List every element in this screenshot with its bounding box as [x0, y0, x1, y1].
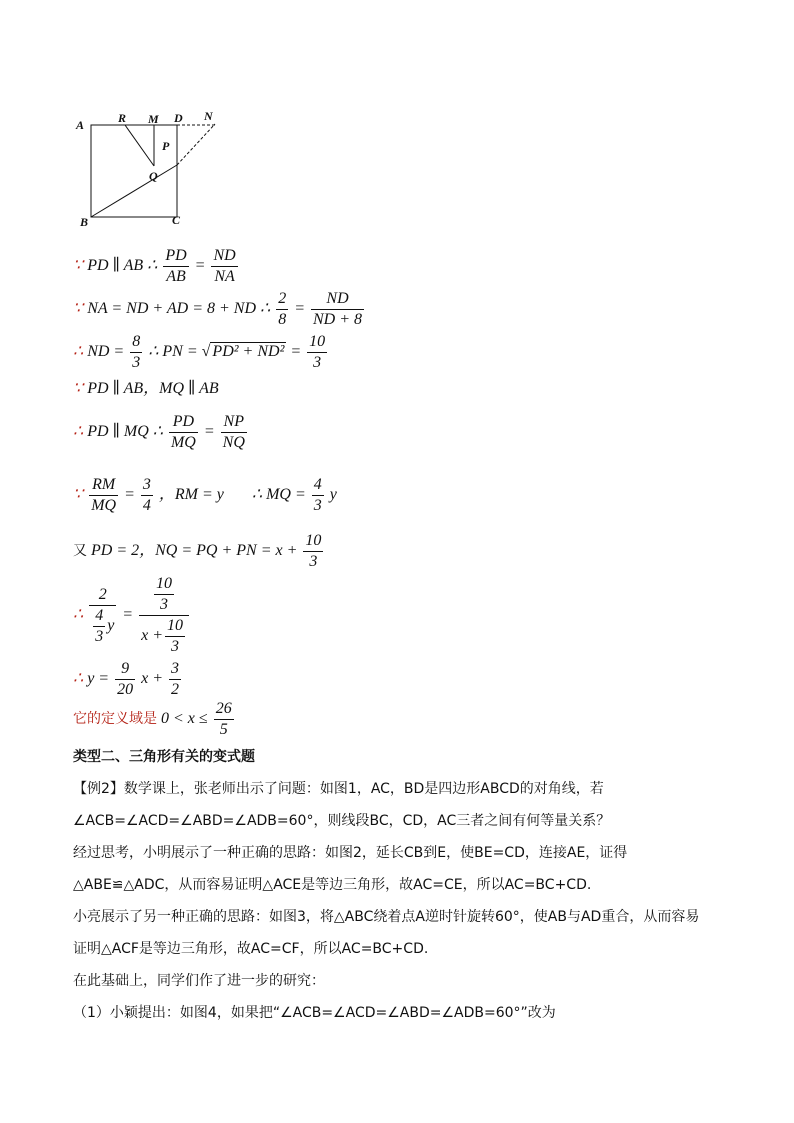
denominator — [139, 616, 189, 656]
geometry-figure — [70, 108, 230, 233]
label-q: Q — [149, 169, 158, 183]
step-5-text: PD ∥ MQ ∴ — [87, 423, 163, 441]
fraction — [169, 660, 181, 699]
denominator: 20 — [117, 681, 134, 698]
denominator: 3 — [132, 354, 141, 371]
numerator — [139, 575, 189, 616]
denominator: AB — [166, 268, 186, 285]
denominator: NA — [214, 268, 235, 285]
expression: x + — [141, 627, 163, 645]
step-3: ∴ ND = $\frac{8}{3}$ ∴ PN = √ PD² + ND² = $\frac{10}{3}$ — [73, 333, 326, 371]
because-symbol: ∵ — [73, 380, 84, 397]
because-symbol: ∵ — [73, 300, 84, 318]
denominator: 3 — [171, 638, 179, 655]
denominator: 8 — [278, 311, 287, 328]
segment-rq — [125, 125, 154, 166]
fraction — [214, 700, 234, 739]
denominator: 4 — [142, 497, 151, 514]
denominator: NQ — [222, 434, 245, 451]
label-p: P — [162, 139, 170, 153]
numerator: 4 — [93, 607, 105, 627]
fraction — [211, 247, 237, 286]
denominator: 3 — [160, 596, 169, 613]
numerator: 4 — [312, 476, 324, 496]
numerator: NP — [221, 413, 247, 433]
denominator — [89, 606, 116, 646]
step-9 — [73, 660, 183, 699]
step-7-text: PD = 2，NQ = PQ + PN = x + — [91, 542, 298, 560]
numerator: PD — [169, 413, 198, 433]
label-d: D — [174, 111, 183, 125]
denominator: MQ — [170, 434, 196, 451]
domain-label: 它的定义域是 — [73, 711, 157, 728]
numerator: 3 — [169, 660, 181, 680]
numerator: 2 — [276, 290, 288, 310]
label-n: N — [204, 109, 213, 123]
step-3-text-2: ∴ PN = — [148, 343, 198, 361]
step-4-text: PD ∥ AB，MQ ∥ AB — [87, 380, 219, 397]
fraction — [311, 290, 364, 329]
fraction — [169, 413, 198, 452]
numerator: 10 — [154, 575, 174, 595]
section-heading: 类型二、三角形有关的变式题 — [73, 749, 255, 765]
denominator: 5 — [219, 721, 228, 738]
denominator: 2 — [171, 681, 179, 698]
therefore-symbol: ∴ — [73, 423, 84, 441]
label-b: B — [80, 215, 89, 229]
step-2-text: NA = ND + AD = 8 + ND ∴ — [87, 300, 271, 318]
denominator: 3 — [313, 354, 322, 371]
label-a: A — [76, 118, 85, 132]
paragraph-7: 在此基础上，同学们作了进一步的研究： — [73, 973, 325, 989]
segment-bq — [91, 165, 177, 217]
because-symbol: ∵ — [73, 257, 84, 275]
step-3-text: ND = — [87, 343, 125, 361]
step-7-prefix: 又 — [73, 543, 87, 560]
therefore-symbol: ∴ — [73, 670, 84, 688]
numerator: RM — [89, 476, 118, 496]
numerator: ND — [211, 247, 237, 267]
complex-fraction-left — [89, 586, 116, 646]
step-4 — [73, 375, 219, 398]
numerator: ND — [311, 290, 364, 310]
fraction — [89, 476, 118, 515]
paragraph-4: △ABE≌△ADC，从而容易证明△ACE是等边三角形，故AC=CE，所以AC=BC+CD. — [73, 877, 592, 893]
fraction — [303, 532, 323, 571]
numerator: 9 — [115, 660, 135, 680]
numerator: 2 — [89, 586, 116, 606]
step-1: ∵ PD ∥ AB ∴ $\frac{PD}{AB}$ = $\frac{ND}{NA}$ — [73, 247, 236, 285]
fraction — [115, 660, 135, 699]
fraction — [276, 290, 288, 329]
step-9-text: y = — [87, 670, 110, 688]
step-5: ∴ PD ∥ MQ ∴ $\frac{PD}{MQ}$ = $\frac{NP}{NQ}$ — [73, 413, 245, 451]
label-m: M — [148, 112, 159, 126]
therefore-symbol: ∴ — [73, 343, 84, 361]
numerator: 10 — [303, 532, 323, 552]
step-9-mid: x + — [141, 670, 163, 688]
paragraph-8: （1）小颖提出：如图4，如果把“∠ACB=∠ACD=∠ABD=∠ADB=60°”改为 — [73, 1005, 556, 1021]
denominator: 3 — [95, 627, 104, 645]
fraction — [307, 333, 327, 372]
numerator: 26 — [214, 700, 234, 720]
numerator: 8 — [130, 333, 142, 353]
fraction — [312, 476, 324, 515]
denominator: ND + 8 — [313, 311, 363, 328]
label-r: R — [118, 111, 127, 125]
fraction — [141, 476, 153, 515]
step-10-domain — [73, 700, 236, 739]
paragraph-6: 证明△ACF是等边三角形，故AC=CF，所以AC=BC+CD. — [73, 941, 429, 957]
step-8: ∴ 2 $\frac{4}{3}$ y = $\frac{10}{3}$ x + $\frac{10}{3}$ — [73, 575, 191, 656]
denominator: 3 — [313, 497, 322, 514]
step-6-text-3: y — [329, 486, 337, 504]
complex-fraction-right — [139, 575, 189, 656]
step-2: ∵ NA = ND + AD = 8 + ND ∴ $\frac{2}{8}$ = $\frac{ND}{ND + 8}$ — [73, 290, 363, 328]
fraction — [221, 413, 247, 452]
paragraph-1: 【例2】数学课上，张老师出示了问题：如图1，AC，BD是四边形ABCD的对角线，若 — [73, 781, 604, 797]
numerator: 3 — [141, 476, 153, 496]
domain-expression: 0 < x ≤ — [161, 710, 208, 728]
paragraph-3: 经过思考，小明展示了一种正确的思路：如图2，延长CB到E，使BE=CD，连接AE，证得 — [73, 845, 628, 861]
paragraph-2: ∠ACB=∠ACD=∠ABD=∠ADB=60°，则线段BC，CD，AC三者之间有何等量关系？ — [73, 813, 611, 829]
denominator: 3 — [309, 553, 318, 570]
denominator: MQ — [91, 497, 117, 514]
numerator: 10 — [307, 333, 327, 353]
variable: y — [107, 616, 115, 634]
numerator: 10 — [165, 617, 185, 637]
step-6: ∵ $\frac{RM}{MQ}$ = $\frac{3}{4}$ ，RM = y ∴ MQ = $\frac{4}{3}$ y — [73, 476, 337, 514]
label-c: C — [172, 213, 181, 227]
step-1-text: PD ∥ AB ∴ — [87, 257, 158, 275]
step-6-text-2: ∴ MQ = — [251, 486, 306, 504]
step-7 — [73, 532, 325, 571]
step-6-text: ，RM = y — [158, 486, 224, 504]
therefore-symbol: ∴ — [73, 606, 84, 624]
sqrt-expression: PD² + ND² — [212, 343, 285, 361]
fraction — [163, 247, 188, 286]
because-symbol: ∵ — [73, 486, 84, 504]
segment-dashed-pn — [177, 124, 215, 165]
paragraph-5: 小亮展示了另一种正确的思路：如图3，将△ABC绕着点A逆时针旋转60°，使AB与AD重合，从而容易 — [73, 909, 700, 925]
numerator: PD — [163, 247, 188, 267]
fraction — [130, 333, 142, 372]
